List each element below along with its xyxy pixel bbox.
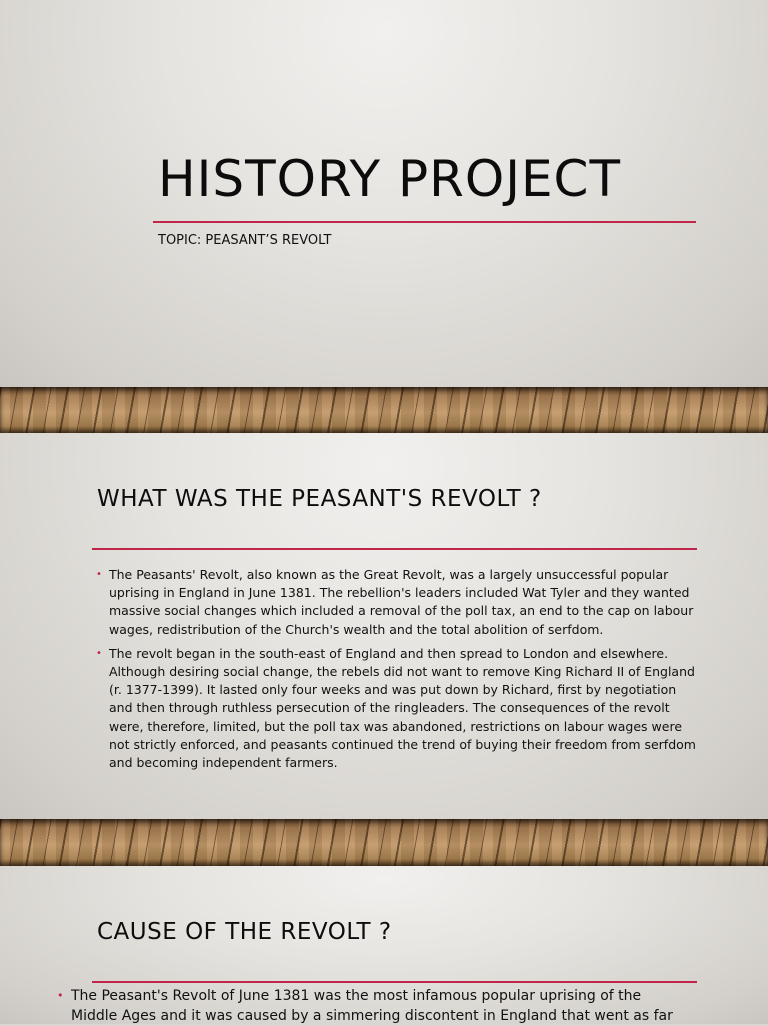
list-item: [96, 566, 696, 639]
bullet-icon: •: [57, 989, 64, 1002]
bullet-list: [96, 566, 696, 778]
list-item: [96, 645, 696, 772]
list-item: [57, 986, 687, 1026]
bullet-icon: •: [96, 569, 102, 580]
main-title: HISTORY PROJECT: [158, 150, 621, 208]
bullet-text: The Peasants' Revolt, also known as the Great Revolt, was a largely unsuccessful popular uprising in England in June 1381. The rebellion's leaders included Wat Tyler and they wanted massive social changes which included a removal of the poll tax, an end to the cap on labour wages, redistribution of the Church's wealth and the total abolition of serfdom.: [109, 567, 694, 637]
slide-heading: WHAT WAS THE PEASANT'S REVOLT ?: [97, 486, 542, 512]
heading-divider: [92, 981, 697, 983]
bullet-icon: •: [96, 647, 102, 659]
bullet-text: The revolt began in the south-east of England and then spread to London and elsewhere. Although desiring social change, the rebels did not want to remove King Richard II of England (r. 1377-1399). It lasted only four weeks and was put down by Richard, first by negotiation and then through ruthless persecution of the ringleaders. The consequences of the revolt were, therefore, limited, but the poll tax was abandoned, restrictions on labour wages were not strictly enforced, and peasants continued the trend of buying their freedom from serfdom and becoming independent farmers.: [109, 645, 696, 771]
bullet-list: [57, 986, 687, 1026]
slide-heading: CAUSE OF THE REVOLT ?: [97, 919, 392, 945]
title-divider: [153, 221, 696, 223]
wood-floor-separator: [0, 387, 768, 433]
heading-divider: [92, 548, 697, 550]
wood-floor-separator: [0, 819, 768, 866]
bullet-text: The Peasant's Revolt of June 1381 was the most infamous popular uprising of the Middle Ages and it was caused by a simmering discontent in England that went as far: [71, 988, 673, 1024]
subtitle: TOPIC: PEASANT’S REVOLT: [158, 233, 332, 248]
slide-title: [0, 0, 768, 387]
